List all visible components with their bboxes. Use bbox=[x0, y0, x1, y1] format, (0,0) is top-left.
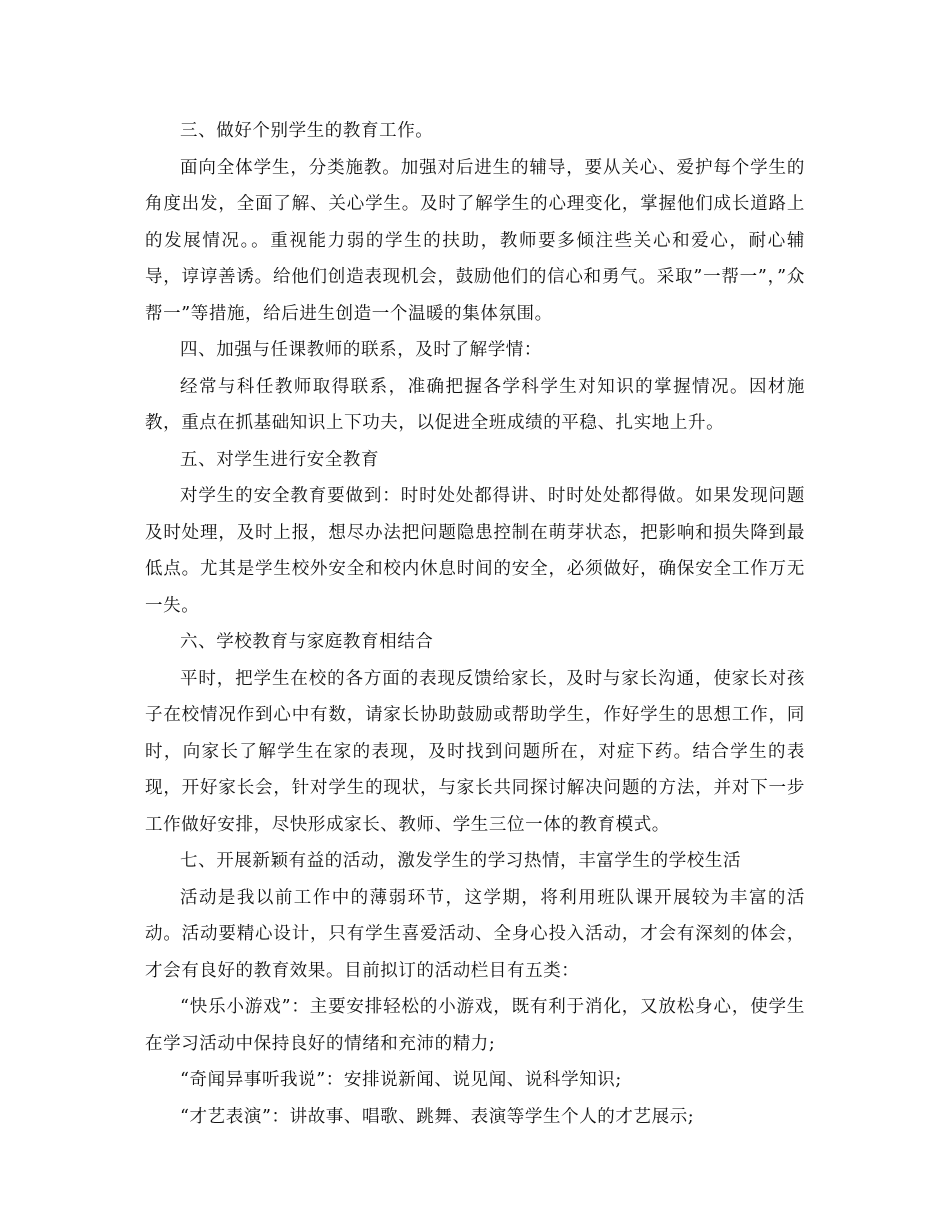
paragraph-teacher-contact: 经常与科任教师取得联系，准确把握各学科学生对知识的掌握情况。因材施教，重点在抓基础知识上下功夫，以促进全班成绩的平稳、扎实地上升。 bbox=[145, 376, 805, 433]
paragraph-activity-games: “快乐小游戏”：主要安排轻松的小游戏，既有利于消化，又放松身心，使学生在学习活动中保持良好的情绪和充沛的精力; bbox=[145, 997, 805, 1054]
paragraph-family-education: 平时，把学生在校的各方面的表现反馈给家长，及时与家长沟通，使家长对孩子在校情况作到心中有数，请家长协助鼓励或帮助学生，作好学生的思想工作，同时，向家长了解学生在家的表现，及时找到问题所在，对症下药。结合学生的表现，开好家长会，针对学生的现状，与家长共同探讨解决问题的方法，并对下一步工作做好安排，尽快形成家长、教师、学生三位一体的教育模式。 bbox=[145, 668, 805, 835]
paragraph-activity-talent: “才艺表演”：讲故事、唱歌、跳舞、表演等学生个人的才艺展示; bbox=[180, 1106, 695, 1127]
section-heading-4: 四、加强与任课教师的联系，及时了解学情： bbox=[180, 340, 542, 360]
paragraph-safety-education: 对学生的安全教育要做到：时时处处都得讲、时时处处都得做。如果发现问题及时处理，及时上报，想尽办法把问题隐患控制在萌芽状态，把影响和损失降到最低点。尤其是学生校外安全和校内休息时间的安全，必须做好，确保安全工作万无一失。 bbox=[145, 486, 805, 616]
section-heading-6: 六、学校教育与家庭教育相结合 bbox=[180, 632, 434, 652]
section-heading-5: 五、对学生进行安全教育 bbox=[180, 449, 380, 470]
paragraph-individual-education: 面向全体学生，分类施教。加强对后进生的辅导，要从关心、爱护每个学生的角度出发，全面了解、关心学生。及时了解学生的心理变化，掌握他们成长道路上的发展情况。。重视能力弱的学生的扶助，教师要多倾注些关心和爱心，耐心辅导，谆谆善诱。给他们创造表现机会，鼓励他们的信心和勇气。采取”一帮一”，”众帮一”等措施，给后进生创造一个温暖的集体氛围。 bbox=[145, 157, 805, 324]
section-heading-3: 三、做好个别学生的教育工作。 bbox=[180, 121, 434, 141]
paragraph-activity-news: “奇闻异事听我说”：安排说新闻、说见闻、说科学知识; bbox=[180, 1070, 622, 1090]
document-body bbox=[145, 113, 805, 1135]
paragraph-activities: 活动是我以前工作中的薄弱环节，这学期，将利用班队课开展较为丰富的活动。活动要精心设计，只有学生喜爱活动、全身心投入活动，才会有深刻的体会，才会有良好的教育效果。目前拟订的活动栏目有五类： bbox=[145, 887, 805, 981]
section-heading-7: 七、开展新颖有益的活动，激发学生的学习热情，丰富学生的学校生活 bbox=[180, 851, 742, 871]
